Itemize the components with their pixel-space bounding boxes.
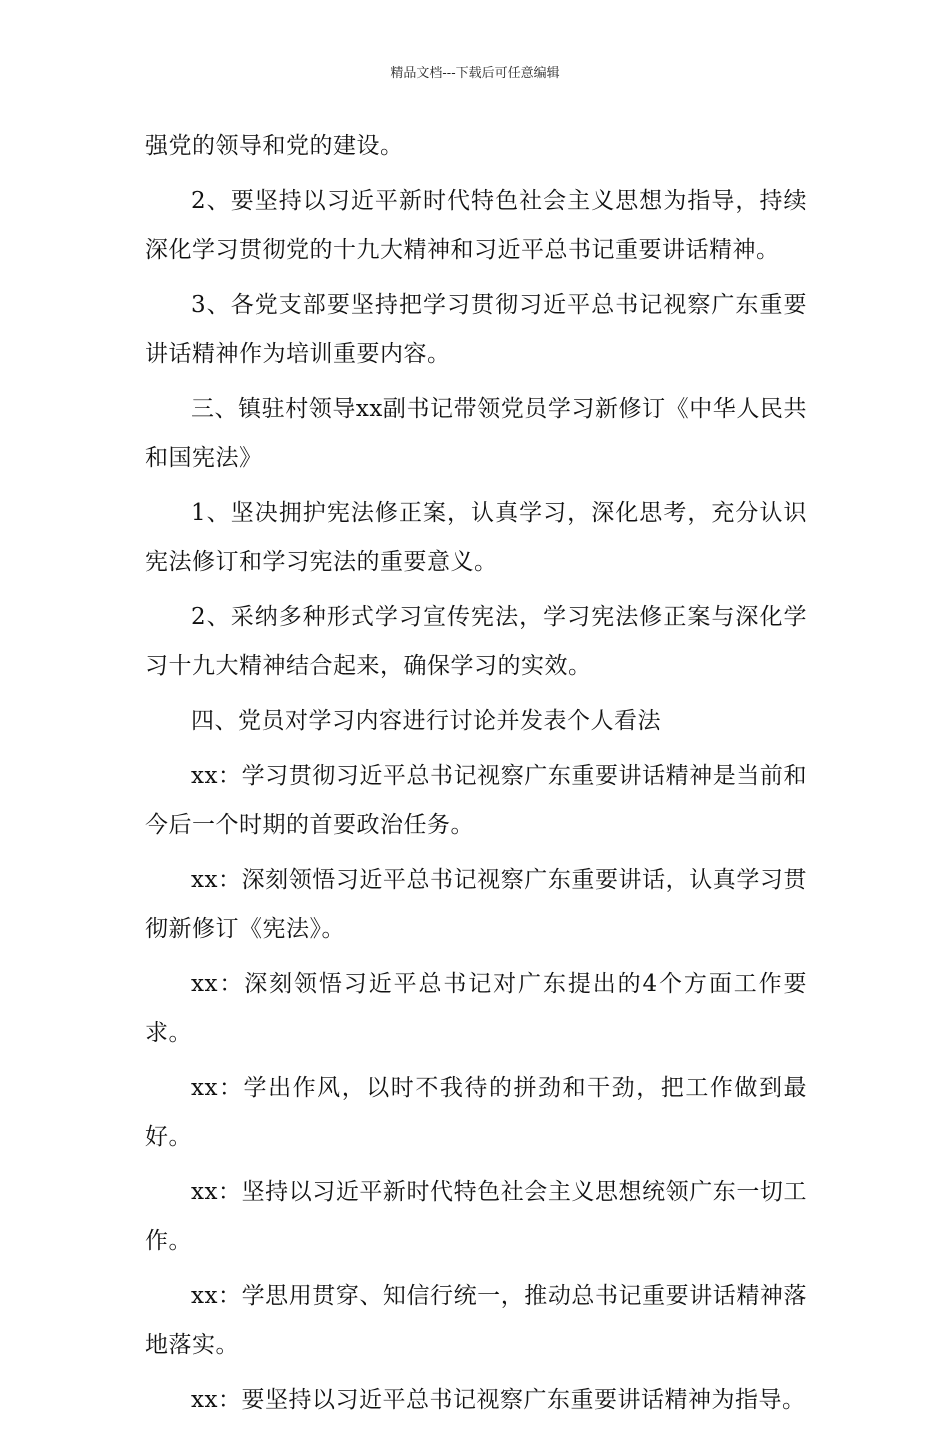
discussion-item: xx：学思用贯穿、知信行统一，推动总书记重要讲话精神落地落实。	[145, 1283, 807, 1358]
discussion-item: xx：要坚持以习近平总书记视察广东重要讲话精神为指导。	[191, 1387, 806, 1413]
paragraph: 2、要坚持以习近平新时代特色社会主义思想为指导，持续深化学习贯彻党的十九大精神和习近平总书记重要讲话精神。	[145, 188, 807, 263]
paragraph: 2、采纳多种形式学习宣传宪法，学习宪法修正案与深化学习十九大精神结合起来，确保学习的实效。	[145, 604, 807, 679]
document-body	[145, 122, 807, 1431]
discussion-item: xx：坚持以习近平新时代特色社会主义思想统领广东一切工作。	[145, 1179, 807, 1254]
paragraph: 强党的领导和党的建设。	[145, 133, 404, 159]
paragraph: 1、坚决拥护宪法修正案，认真学习，深化思考，充分认识宪法修订和学习宪法的重要意义。	[145, 500, 807, 575]
discussion-item: xx：深刻领悟习近平总书记对广东提出的4个方面工作要求。	[145, 971, 807, 1046]
section-heading: 三、镇驻村领导xx副书记带领党员学习新修订《中华人民共和国宪法》	[145, 396, 807, 471]
discussion-item: xx：学出作风，以时不我待的拼劲和干劲，把工作做到最好。	[145, 1075, 807, 1150]
discussion-item: xx：深刻领悟习近平总书记视察广东重要讲话，认真学习贯彻新修订《宪法》。	[145, 867, 807, 942]
paragraph: 3、各党支部要坚持把学习贯彻习近平总书记视察广东重要讲话精神作为培训重要内容。	[145, 292, 807, 367]
section-heading: 四、党员对学习内容进行讨论并发表个人看法	[191, 708, 661, 734]
page-header: 精品文档---下载后可任意编辑	[390, 66, 560, 81]
discussion-item: xx：学习贯彻习近平总书记视察广东重要讲话精神是当前和今后一个时期的首要政治任务。	[145, 763, 807, 838]
